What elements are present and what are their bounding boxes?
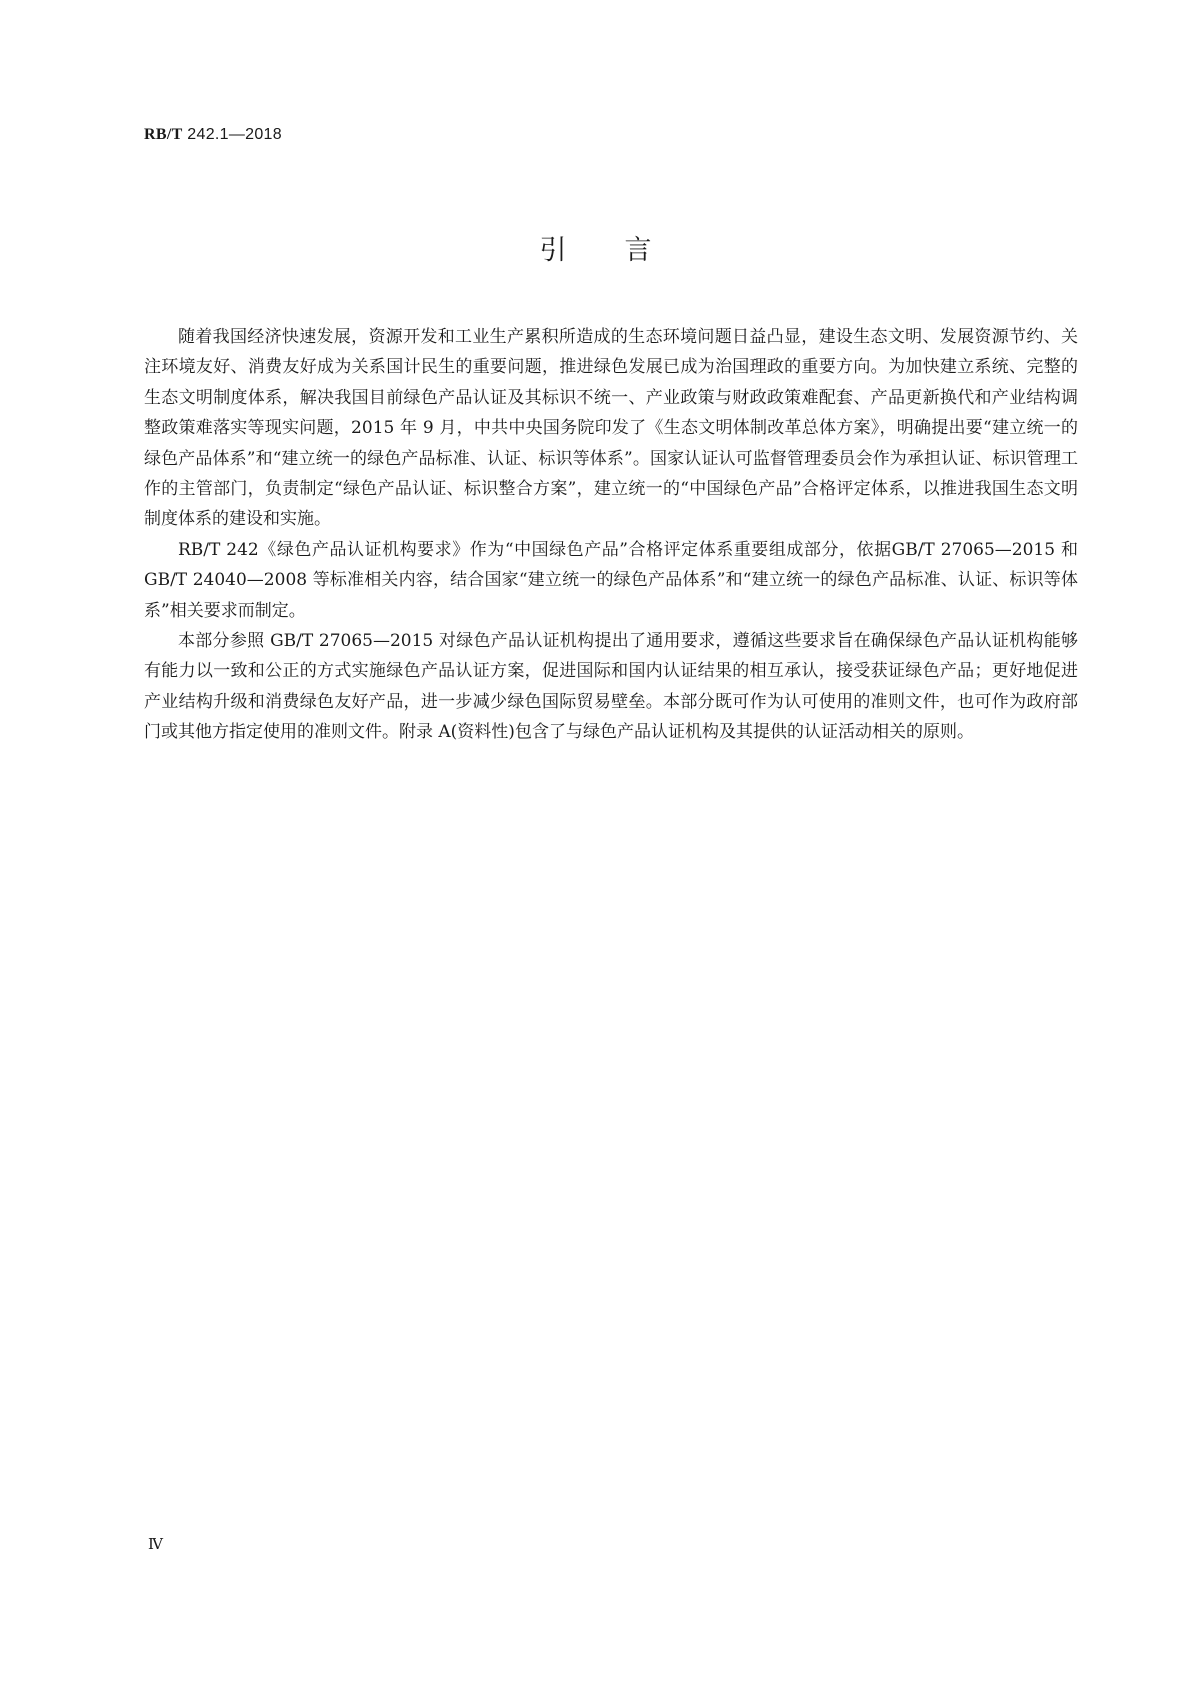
paragraph-scope: 本部分参照 GB/T 27065—2015 对绿色产品认证机构提出了通用要求，遵循这些要求旨在确保绿色产品认证机构能够有能力以一致和公正的方式实施绿色产品认证方案，促进国际和国内认证结果的相互承认，接受获证绿色产品；更好地促进产业结构升级和消费绿色友好产品，进一步减少绿色国际贸易壁垒。本部分既可作为认可使用的准则文件，也可作为政府部门或其他方指定使用的准则文件。附录 A(资料性)包含了与绿色产品认证机构及其提供的认证活动相关的原则。 bbox=[144, 631, 1078, 743]
paragraph-background: 随着我国经济快速发展，资源开发和工业生产累积所造成的生态环境问题日益凸显，建设生态文明、发展资源节约、关注环境友好、消费友好成为关系国计民生的重要问题，推进绿色发展已成为治国理政的重要方向。为加快建立系统、完整的生态文明制度体系，解决我国目前绿色产品认证及其标识不统一、产业政策与财政政策难配套、产品更新换代和产业结构调整政策难落实等现实问题，2015 年 9 月，中共中央国务院印发了《生态文明体制改革总体方案》，明确提出要“建立统一的绿色产品体系”和“建立统一的绿色产品标准、认证、标识等体系”。国家认证认可监督管理委员会作为承担认证、标识管理工作的主管部门，负责制定“绿色产品认证、标识整合方案”，建立统一的“中国绿色产品”合格评定体系，以推进我国生态文明制度体系的建设和实施。 bbox=[144, 327, 1078, 530]
page-number: Ⅳ bbox=[148, 1537, 163, 1553]
paragraph-basis: RB/T 242《绿色产品认证机构要求》作为“中国绿色产品”合格评定体系重要组成部分，依据GB/T 27065—2015 和 GB/T 24040—2008 等标准相关内容，结合国家“建立统一的绿色产品体系”和“建立统一的绿色产品标准、认证、标识等体系”相关要求而制定。 bbox=[144, 539, 1078, 621]
document-id bbox=[144, 126, 282, 144]
page-title: 引言 bbox=[539, 235, 710, 266]
introduction-body bbox=[144, 322, 1078, 748]
document-id-prefix: RB/T bbox=[144, 126, 183, 143]
document-id-number: 242.1—2018 bbox=[182, 126, 282, 143]
